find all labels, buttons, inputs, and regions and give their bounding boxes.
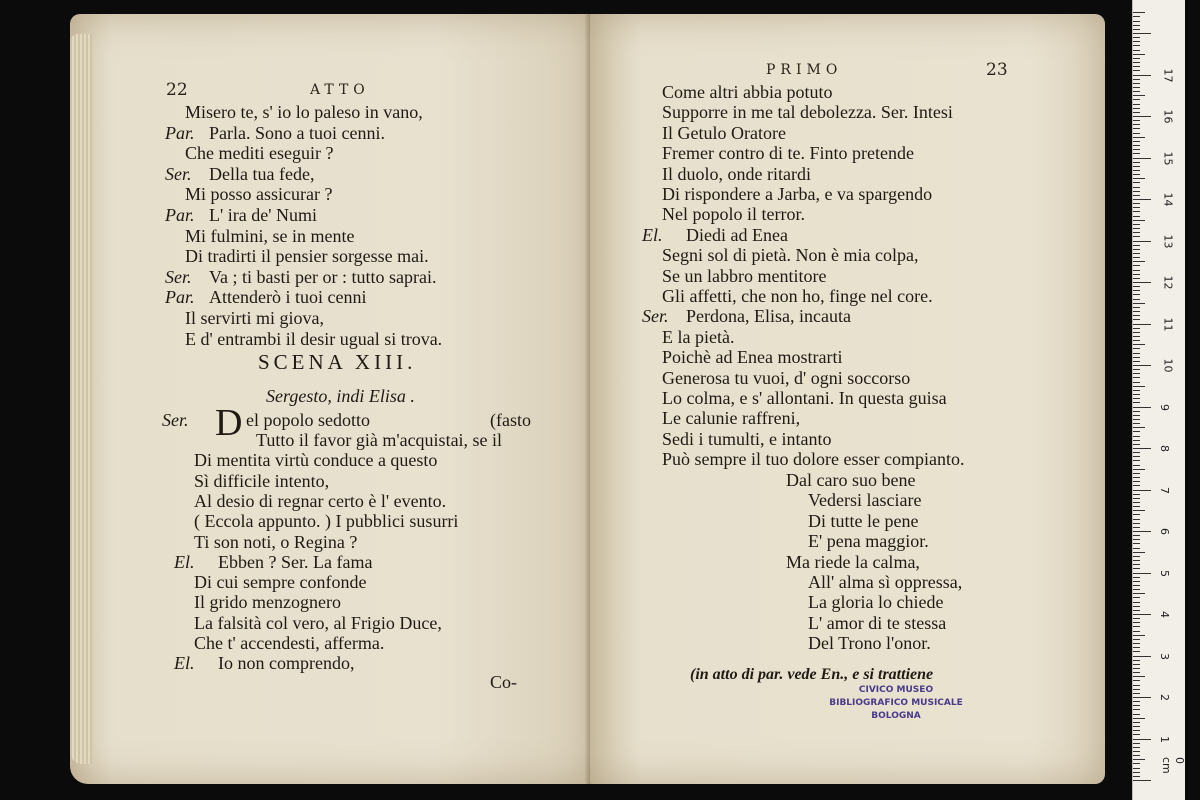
aria-line: Del Trono l'onor.	[808, 633, 931, 654]
ruler-number: 14	[1161, 192, 1175, 207]
ruler-tick	[1133, 278, 1140, 279]
ruler-tick	[1133, 460, 1140, 461]
ruler-tick	[1133, 58, 1140, 59]
drop-cap: D	[215, 402, 243, 444]
text-line: Sedi i tumulti, e intanto	[662, 428, 832, 449]
ruler-tick	[1133, 664, 1140, 665]
ruler-tick	[1133, 730, 1140, 731]
ruler-tick	[1133, 626, 1140, 627]
aria-line: All' alma sì oppressa,	[808, 572, 963, 592]
ruler-tick	[1133, 622, 1140, 623]
ruler-tick	[1133, 54, 1145, 55]
text-line: Poichè ad Enea mostrarti	[662, 347, 843, 368]
ruler-tick	[1133, 21, 1140, 22]
ruler-tick	[1133, 261, 1145, 262]
ruler-number: 10	[1161, 358, 1175, 373]
ruler-tick	[1133, 182, 1140, 183]
ruler-tick	[1133, 656, 1151, 657]
ruler-tick	[1133, 440, 1140, 441]
text-line: Il Getulo Oratore	[662, 122, 786, 143]
ruler-tick	[1133, 535, 1140, 536]
speaker-label: Par.	[165, 205, 195, 225]
ruler-tick	[1133, 25, 1140, 26]
text-line: Lo colma, e s' allontani. In questa guisa	[662, 388, 947, 408]
aria-line: Dal caro suo bene	[786, 470, 916, 490]
ruler-tick	[1133, 709, 1140, 710]
ruler-tick	[1133, 377, 1140, 378]
ruler-tick	[1133, 456, 1140, 457]
ruler-tick	[1133, 62, 1140, 63]
ruler-tick	[1133, 45, 1140, 46]
ruler-tick	[1133, 348, 1140, 349]
ruler-tick	[1133, 220, 1145, 221]
ruler-tick	[1133, 469, 1145, 470]
speaker-label: Ser.	[165, 266, 192, 287]
ruler-number: 6	[1158, 528, 1171, 535]
ruler-tick	[1133, 776, 1140, 777]
ruler-tick	[1133, 99, 1140, 100]
scene-characters: Sergesto, indi Elisa .	[266, 386, 415, 406]
ruler-tick	[1133, 506, 1140, 507]
ruler-tick	[1133, 726, 1140, 727]
scene-first-line: el popolo sedotto	[246, 410, 370, 430]
measuring-ruler	[1132, 0, 1185, 800]
ruler-tick	[1133, 668, 1140, 669]
page-number: 22	[166, 80, 188, 100]
ruler-tick	[1133, 564, 1140, 565]
text-line: Parla. Sono a tuoi cenni.	[209, 122, 385, 143]
stamp-line: BOLOGNA	[871, 711, 921, 721]
ruler-tick	[1133, 734, 1140, 735]
ruler-tick	[1133, 87, 1140, 88]
aria-line: Ma riede la calma,	[786, 551, 920, 572]
ruler-tick	[1133, 307, 1140, 308]
ruler-number: 9	[1158, 403, 1171, 411]
page-edges	[70, 34, 92, 764]
ruler-tick	[1133, 29, 1140, 30]
ruler-tick	[1133, 33, 1151, 34]
ruler-tick	[1133, 448, 1151, 449]
text-line: Può sempre il tuo dolore esser compianto.	[662, 449, 965, 470]
text-line: Che t' accendesti, afferma.	[194, 633, 385, 653]
ruler-tick	[1133, 672, 1140, 673]
ruler-tick	[1133, 286, 1140, 287]
ruler-tick	[1133, 133, 1140, 134]
ruler-tick	[1133, 510, 1145, 511]
ruler-tick	[1133, 141, 1140, 142]
ruler-tick	[1133, 705, 1140, 706]
ruler-tick	[1133, 685, 1140, 686]
ruler-tick	[1133, 577, 1140, 578]
ruler-tick	[1133, 361, 1140, 362]
ruler-number: 13	[1161, 234, 1175, 248]
ruler-tick	[1133, 357, 1140, 358]
ruler-tick	[1133, 763, 1140, 764]
text-line: Di mentita virtù conduce a questo	[194, 450, 438, 471]
ruler-tick	[1133, 294, 1140, 295]
ruler-tick	[1133, 265, 1140, 266]
text-line: Come altri abbia potuto	[662, 82, 833, 102]
ruler-tick	[1133, 116, 1151, 117]
text-line: ( Eccola appunto. ) I pubblici susurri	[194, 511, 459, 532]
ruler-tick	[1133, 311, 1140, 312]
ruler-tick	[1133, 651, 1140, 652]
ruler-tick	[1133, 324, 1151, 325]
ruler-tick	[1133, 41, 1140, 42]
ruler-tick	[1133, 373, 1140, 374]
catchword: Co-	[490, 672, 517, 692]
text-line: Di tradirti il pensier sorgesse mai.	[185, 246, 429, 267]
ruler-tick	[1133, 494, 1140, 495]
text-line: Generosa tu vuoi, d' ogni soccorso	[662, 367, 911, 388]
ruler-tick	[1133, 75, 1151, 76]
aria-line: La gloria lo chiede	[808, 592, 944, 613]
text-line: Attenderò i tuoi cenni	[209, 287, 367, 308]
ruler-tick	[1133, 490, 1151, 491]
ruler-tick	[1133, 755, 1140, 756]
ruler-tick	[1133, 91, 1140, 92]
ruler-tick	[1133, 158, 1151, 159]
text-line: Il duolo, onde ritardi	[662, 163, 811, 184]
ruler-tick	[1133, 768, 1140, 769]
ruler-tick	[1133, 722, 1140, 723]
text-line: Il grido menzognero	[194, 592, 341, 613]
ruler-tick	[1133, 498, 1140, 499]
ruler-tick	[1133, 104, 1140, 105]
text-line: Tutto il favor già m'acquistai, se il	[256, 430, 503, 450]
ruler-tick	[1133, 419, 1140, 420]
ruler-tick	[1133, 531, 1151, 532]
text-line: Della tua fede,	[209, 163, 315, 184]
text-line: Gli affetti, che non ho, finge nel core.	[662, 286, 933, 306]
stamp-line: CIVICO MUSEO	[858, 685, 934, 695]
ruler-tick	[1133, 79, 1140, 80]
ruler-tick	[1133, 602, 1140, 603]
ruler-tick	[1133, 639, 1140, 640]
ruler-number: 12	[1161, 275, 1175, 290]
ruler-tick	[1133, 112, 1140, 113]
text-line: Se un labbro mentitore	[662, 265, 827, 286]
ruler-tick	[1133, 643, 1140, 644]
ruler-tick	[1133, 747, 1140, 748]
ruler-number: 17	[1161, 68, 1175, 82]
ruler-tick	[1133, 249, 1140, 250]
ruler-tick	[1133, 680, 1140, 681]
text-line: Di rispondere a Jarba, e va spargendo	[662, 184, 933, 204]
ruler-tick	[1133, 382, 1140, 383]
ruler-tick	[1133, 477, 1140, 478]
ruler-tick	[1133, 647, 1140, 648]
ruler-tick	[1133, 411, 1140, 412]
ruler-tick	[1133, 187, 1140, 188]
ruler-tick	[1133, 523, 1140, 524]
text-line: Mi posso assicurar ?	[185, 184, 333, 205]
ruler-number: 4	[1158, 611, 1171, 618]
text-line: Supporre in me tal debolezza. Ser. Intesi	[662, 102, 953, 123]
ruler-tick	[1133, 390, 1140, 391]
ruler-tick	[1133, 344, 1145, 345]
ruler-tick	[1133, 211, 1140, 212]
aria-line: Di tutte le pene	[808, 510, 919, 531]
ruler-tick	[1133, 552, 1145, 553]
ruler-tick	[1133, 759, 1145, 760]
text-line: Mi fulmini, se in mente	[185, 225, 355, 246]
ruler-tick	[1133, 369, 1140, 370]
ruler-tick	[1133, 170, 1140, 171]
ruler-tick	[1133, 245, 1140, 246]
ruler-tick	[1133, 739, 1151, 740]
ruler-tick	[1133, 216, 1140, 217]
aria-line: L' amor di te stessa	[808, 612, 947, 633]
text-line: Che mediti eseguir ?	[185, 143, 334, 164]
ruler-number: 11	[1161, 317, 1175, 331]
ruler-tick	[1133, 166, 1140, 167]
ruler-tick	[1133, 270, 1140, 271]
ruler-tick	[1133, 610, 1140, 611]
speaker-label: Ser.	[162, 410, 189, 430]
text-line: Misero te, s' io lo paleso in vano,	[185, 102, 423, 122]
ruler-tick	[1133, 519, 1140, 520]
ruler-tick	[1133, 481, 1140, 482]
ruler-tick	[1133, 108, 1140, 109]
ruler-tick	[1133, 631, 1140, 632]
ruler-number: 0 cm	[1160, 757, 1186, 774]
aria-line: Vedersi lasciare	[808, 490, 922, 511]
ruler-tick	[1133, 328, 1140, 329]
ruler-tick	[1133, 589, 1140, 590]
ruler-tick	[1133, 315, 1140, 316]
ruler-tick	[1133, 415, 1140, 416]
ruler-tick	[1133, 128, 1140, 129]
ruler-tick	[1133, 149, 1140, 150]
ruler-tick	[1133, 751, 1140, 752]
running-head: ATTO	[310, 82, 370, 98]
ruler-tick	[1133, 772, 1140, 773]
ruler-tick	[1133, 585, 1140, 586]
ruler-tick	[1133, 676, 1145, 677]
text-line: Io non comprendo,	[218, 653, 355, 674]
text-line: Segni sol di pietà. Non è mia colpa,	[662, 245, 919, 266]
ruler-tick	[1133, 714, 1140, 715]
ruler-tick	[1133, 452, 1140, 453]
ruler-tick	[1133, 83, 1140, 84]
ruler-tick	[1133, 203, 1140, 204]
ruler-tick	[1133, 431, 1140, 432]
ruler-tick	[1133, 257, 1140, 258]
ruler-tick	[1133, 606, 1140, 607]
ruler-tick	[1133, 224, 1140, 225]
page-number: 23	[986, 60, 1008, 80]
ruler-tick	[1133, 614, 1151, 615]
ruler-tick	[1133, 386, 1145, 387]
text-line: Ebben ? Ser. La fama	[218, 551, 373, 572]
ruler-tick	[1133, 303, 1145, 304]
ruler-tick	[1133, 568, 1140, 569]
ruler-tick	[1133, 124, 1140, 125]
ruler-tick	[1133, 236, 1140, 237]
left-page	[70, 14, 595, 784]
ruler-number: 1	[1158, 735, 1171, 743]
ruler-tick	[1133, 50, 1140, 51]
text-line: Fremer contro di te. Finto pretende	[662, 143, 914, 164]
ruler-tick	[1133, 290, 1140, 291]
ruler-tick	[1133, 365, 1151, 366]
ruler-tick	[1133, 660, 1140, 661]
text-line: Perdona, Elisa, incauta	[686, 306, 851, 327]
ruler-number: 7	[1158, 486, 1171, 494]
ruler-tick	[1133, 618, 1140, 619]
ruler-tick	[1133, 701, 1140, 702]
ruler-tick	[1133, 336, 1140, 337]
ruler-tick	[1133, 120, 1140, 121]
ruler-tick	[1133, 232, 1140, 233]
ruler-number: 8	[1158, 445, 1171, 452]
speaker-label: Par.	[165, 287, 195, 308]
ruler-tick	[1133, 539, 1140, 540]
text-line: La falsità col vero, al Frigio Duce,	[194, 612, 442, 633]
text-line: L' ira de' Numi	[209, 205, 317, 225]
text-line: Va ; ti basti per or : tutto saprai.	[209, 266, 437, 287]
ruler-tick	[1133, 718, 1145, 719]
scene-title: SCENA XIII.	[258, 350, 417, 374]
ruler-tick	[1133, 502, 1140, 503]
speaker-label: El.	[174, 653, 195, 674]
text-line: Al desio di regnar certo è l' evento.	[194, 490, 447, 511]
ruler-tick	[1133, 95, 1145, 96]
ruler-tick	[1133, 444, 1140, 445]
ruler-tick	[1133, 66, 1140, 67]
ruler-tick	[1133, 282, 1151, 283]
speaker-label: El.	[642, 224, 663, 245]
ruler-tick	[1133, 207, 1140, 208]
ruler-tick	[1133, 153, 1140, 154]
ruler-tick	[1133, 253, 1140, 254]
text-line: Ti son noti, o Regina ?	[194, 531, 358, 552]
text-line: Diedi ad Enea	[686, 224, 788, 245]
ruler-tick	[1133, 427, 1145, 428]
ruler-tick	[1133, 299, 1140, 300]
ruler-tick	[1133, 560, 1140, 561]
open-book	[70, 14, 1110, 784]
ruler-tick	[1133, 137, 1145, 138]
ruler-tick	[1133, 548, 1140, 549]
ruler-number: 2	[1158, 694, 1171, 701]
ruler-tick	[1133, 178, 1145, 179]
right-page	[590, 14, 1105, 784]
text-line: E d' entrambi il desir ugual si trova.	[185, 328, 443, 349]
ruler-tick	[1133, 398, 1140, 399]
ruler-tick	[1133, 473, 1140, 474]
ruler-tick	[1133, 353, 1140, 354]
speaker-label: Ser.	[642, 306, 669, 327]
scene-first-line-overflow: (fasto	[490, 410, 531, 430]
ruler-tick	[1133, 274, 1140, 275]
ruler-tick	[1133, 697, 1151, 698]
ruler-tick	[1133, 514, 1140, 515]
ruler-tick	[1133, 70, 1140, 71]
ruler-number: 16	[1161, 109, 1175, 124]
text-line: Nel popolo il terror.	[662, 204, 805, 225]
text-line: Il servirti mi giova,	[185, 308, 324, 328]
ruler-tick	[1133, 423, 1140, 424]
ruler-tick	[1133, 593, 1145, 594]
ruler-tick	[1133, 394, 1140, 395]
text-line: Sì difficile intento,	[194, 470, 330, 491]
ruler-number: 5	[1158, 569, 1171, 577]
ruler-tick	[1133, 191, 1140, 192]
ruler-tick	[1133, 465, 1140, 466]
speaker-label: Par.	[165, 122, 195, 143]
ruler-tick	[1133, 581, 1140, 582]
ruler-tick	[1133, 780, 1151, 781]
ruler-tick	[1133, 340, 1140, 341]
ruler-tick	[1133, 573, 1151, 574]
ruler-tick	[1133, 174, 1140, 175]
ruler-tick	[1133, 689, 1140, 690]
ruler-tick	[1133, 693, 1140, 694]
ruler-tick	[1133, 402, 1140, 403]
ruler-number: 3	[1158, 652, 1171, 660]
running-head: PRIMO	[766, 62, 843, 78]
text-line: Di cui sempre confonde	[194, 572, 367, 593]
text-line: E la pietà.	[662, 326, 735, 347]
library-stamp	[828, 684, 964, 723]
stage-direction: (in atto di par. vede En., e si trattiene	[690, 666, 934, 683]
speaker-label: Ser.	[165, 163, 192, 184]
ruler-tick	[1133, 332, 1140, 333]
speaker-label: El.	[174, 551, 195, 572]
ruler-tick	[1133, 16, 1140, 17]
ruler-tick	[1133, 635, 1145, 636]
aria-line: E' pena maggior.	[808, 531, 929, 552]
ruler-tick	[1133, 436, 1140, 437]
ruler-tick	[1133, 527, 1140, 528]
ruler-number: 15	[1161, 151, 1175, 165]
ruler-tick	[1133, 543, 1140, 544]
ruler-tick	[1133, 199, 1151, 200]
ruler-tick	[1133, 37, 1140, 38]
stamp-line: BIBLIOGRAFICO MUSICALE	[829, 698, 963, 708]
ruler-tick	[1133, 319, 1140, 320]
ruler-tick	[1133, 407, 1151, 408]
ruler-tick	[1133, 145, 1140, 146]
text-line: Le calunie raffreni,	[662, 408, 801, 429]
ruler-tick	[1133, 162, 1140, 163]
ruler-tick	[1133, 195, 1140, 196]
ruler-tick	[1133, 743, 1140, 744]
ruler-tick	[1133, 597, 1140, 598]
ruler-tick	[1133, 485, 1140, 486]
ruler-tick	[1133, 556, 1140, 557]
ruler-tick	[1133, 228, 1140, 229]
ruler-tick	[1133, 12, 1145, 13]
ruler-tick	[1133, 241, 1151, 242]
